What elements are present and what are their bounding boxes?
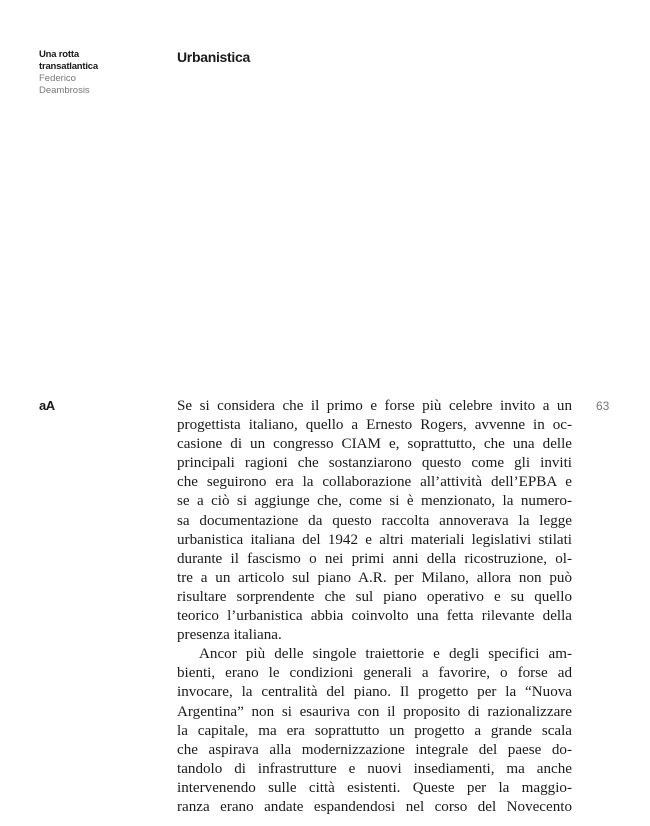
text-line: che seguirono era la collaborazione all’attività dell’EPBA e — [177, 474, 572, 491]
text-line: Se si considera che il primo e forse più celebre invito a un — [177, 398, 572, 414]
paragraph-2 — [177, 645, 572, 817]
text-line: ranza erano andate espandendosi nel corso del Novecento — [177, 798, 572, 815]
paragraph-1 — [177, 397, 572, 645]
running-header — [39, 49, 159, 97]
text-line: la capitale, ma era soprattutto un progetto a grande scala — [177, 722, 572, 739]
page-number: 63 — [596, 399, 610, 413]
text-line: Argentina” non si esauriva con il proposito di razionalizzare — [177, 703, 572, 720]
text-line: tandolo di infrastrutture e nuovi insediamenti, ma anche — [177, 760, 572, 777]
text-line: intervenendo sulle città esistenti. Queste per la maggio- — [177, 779, 572, 796]
chapter-title-line-2: transatlantica — [39, 61, 98, 72]
journal-logo: aA — [39, 398, 55, 413]
text-line: risultare sorprendente che sul piano operativo e su quello — [177, 588, 572, 605]
text-line: Ancor più delle singole traiettorie e degli specifici am- — [199, 646, 572, 663]
text-line: progettista italiano, quello a Ernesto Rogers, avvenne in oc- — [177, 417, 572, 434]
text-line: sa documentazione da questo raccolta annoverava la legge — [177, 512, 572, 529]
text-line: teorico l’urbanistica abbia coinvolto una fetta rilevante della — [177, 608, 572, 625]
text-line: tre a un articolo sul piano A.R. per Milano, allora non può — [177, 569, 572, 586]
chapter-title-line-1: Una rotta — [39, 49, 79, 60]
text-line: presenza italiana. — [177, 627, 282, 644]
section-title: Urbanistica — [177, 49, 250, 65]
text-line: bienti, erano le condizioni generali a favorire, o forse ad — [177, 665, 572, 682]
text-line: principali ragioni che sostanziarono questo come gli inviti — [177, 455, 572, 472]
author-last-name: Deambrosis — [39, 85, 90, 96]
text-line: che aspirava alla modernizzazione integrale del paese do- — [177, 741, 572, 758]
text-line: casione di un congresso CIAM e, soprattutto, che una delle — [177, 436, 572, 453]
body-text — [177, 397, 572, 817]
author-first-name: Federico — [39, 73, 76, 84]
text-line: durante il fascismo o nei primi anni della ricostruzione, ol- — [177, 550, 572, 567]
text-line: urbanistica italiana del 1942 e altri materiali legislativi stilati — [177, 531, 572, 548]
text-line: invocare, la centralità del piano. Il progetto per la “Nuova — [177, 684, 572, 701]
text-line: se a ciò si aggiunge che, come si è menzionato, la numero- — [177, 493, 572, 510]
